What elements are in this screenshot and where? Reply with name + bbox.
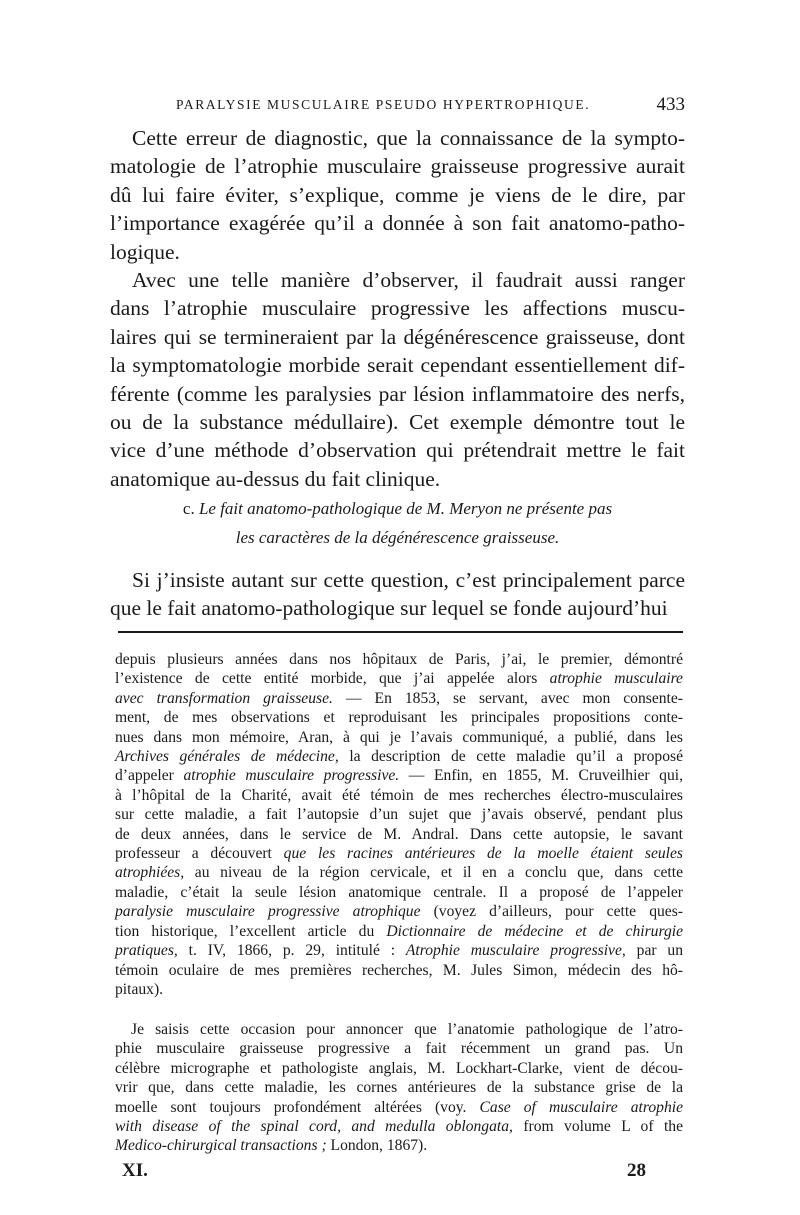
italic-text: avec transformation graisseuse. [115, 689, 333, 707]
footnote-line [115, 1117, 683, 1136]
paragraph-3 [110, 566, 685, 623]
footnote-rule [118, 631, 683, 633]
text-line: matologie de l’atrophie musculaire graisseuse progressive aurait [110, 154, 685, 179]
footnote-line [115, 844, 683, 863]
running-head [110, 94, 685, 118]
text: de deux années, dans le service de M. Andral. Dans cette autopsie, le savant [115, 825, 683, 843]
footnote-2 [115, 1020, 683, 1156]
text-line: Si j’insiste autant sur cette question, c’est principalement parce [132, 568, 685, 592]
footnote-line [115, 980, 683, 999]
footnote-line [115, 728, 683, 747]
text-line: anatomique au-dessus du fait clinique. [110, 466, 441, 491]
italic-text: Archives générales de médecine, [115, 748, 339, 766]
footnote-line [115, 805, 683, 824]
footnote-line [115, 669, 683, 688]
text-line: vice d’une méthode d’observation qui prétendrait mettre le fait [110, 438, 685, 463]
text-line: la symptomatologie morbide serait cependant essentiellement dif- [110, 353, 685, 378]
footnote-line [115, 1136, 683, 1155]
footnote-line [115, 747, 683, 766]
running-title: PARALYSIE MUSCULAIRE PSEUDO HYPERTROPHIQUE. [176, 97, 591, 112]
footnote-line [115, 883, 683, 902]
italic-text: Dictionnaire de médecine et de chirurgie [386, 922, 683, 940]
text: from volume L of the [512, 1118, 683, 1136]
text-line: ou de la substance médullaire). Cet exemple démontre tout le [110, 410, 685, 435]
footnote-line [115, 650, 683, 669]
footnote-line [115, 863, 683, 882]
signature-mark: XI. [122, 1160, 148, 1181]
footnote-line [115, 825, 683, 844]
text: depuis plusieurs années dans nos hôpitaux de Paris, j’ai, le premier, démontré [115, 651, 683, 668]
footnote-line [115, 689, 683, 708]
footnote-line [115, 766, 683, 785]
text-line: férente (comme les paralysies par lésion inflammatoire des nerfs, [110, 381, 685, 406]
text: — Enfin, en 1855, M. Cruveilhier qui, [399, 767, 683, 785]
footnote-line [115, 1020, 683, 1039]
footnote-line [115, 902, 683, 921]
footnote-1 [115, 650, 683, 999]
footnote-line [115, 941, 683, 960]
text-line: laires qui se termineraient par la dégénérescence graisseuse, dont [110, 324, 685, 349]
italic-text: Atrophie musculaire progressive, [405, 942, 626, 960]
footnote-line [115, 1078, 683, 1097]
section-heading-line-2: les caractères de la dégénérescence graisseuse. [235, 528, 560, 547]
section-heading-line-1: c. Le fait anatomo-pathologique de M. Meryon ne présente pas [182, 499, 613, 518]
italic-text: atrophiées, [115, 864, 185, 882]
italic-text: pratiques, [115, 942, 178, 960]
text: sur cette maladie, a fait l’autopsie d’un sujet que j’avais observé, pendant plus [115, 806, 683, 824]
footnote-line [115, 961, 683, 980]
text-line: dû lui faire éviter, s’explique, comme je viens de le dire, par [110, 182, 685, 207]
text: célèbre micrographe et pathologiste anglais, M. Lockhart-Clarke, vient de décou- [115, 1059, 683, 1077]
text-line: Avec une telle manière d’observer, il faudrait aussi ranger [132, 268, 685, 292]
text: ment, de mes observations et reproduisant les principales propositions conte- [115, 709, 683, 727]
text: moelle sont toujours profondément altérées (voy. [115, 1098, 480, 1116]
text-line: que le fait anatomo-pathologique sur lequel se fonde aujourd’hui [110, 596, 668, 621]
section-heading [110, 494, 685, 552]
text: la description de cette maladie qu’il a proposé [338, 748, 683, 766]
text: maladie, c’était la seule lésion anatomique centrale. Il a proposé de l’appeler [115, 883, 683, 901]
text: d’appeler [115, 767, 184, 785]
text: London, 1867). [326, 1137, 428, 1155]
text-line: logique. [110, 239, 180, 264]
text: phie musculaire graisseuse progressive a fait récemment un grand pas. Un [115, 1040, 683, 1058]
section-label: c. [182, 499, 195, 518]
italic-text: atrophie musculaire [549, 670, 683, 688]
text: nues dans mon mémoire, Aran, à qui je l’avais communiqué, a publié, dans les [115, 728, 683, 746]
text-line: l’importance exagérée qu’il a donnée à son fait anatomo-patho- [110, 211, 685, 236]
footnote-line [115, 708, 683, 727]
text: à l’hôpital de la Charité, avait été témoin de mes recherches électro-musculaires [115, 786, 683, 804]
text: pitaux). [115, 980, 164, 998]
italic-text: paralysie musculaire progressive atrophique [115, 903, 421, 921]
text: l’existence de cette entité morbide, que j’ai appelée alors [115, 670, 550, 688]
footnote-line [115, 1098, 683, 1117]
text: témoin oculaire de mes premières recherches, M. Jules Simon, médecin des hô- [115, 961, 683, 979]
italic-text: atrophie musculaire progressive. [183, 767, 400, 785]
footnote-line [115, 1059, 683, 1078]
footnote-line [115, 786, 683, 805]
italic-text: Case of musculaire atrophie [479, 1098, 683, 1116]
signature-number: 28 [627, 1160, 646, 1181]
text: au niveau de la région cervicale, et il en a conclu que, dans cette [184, 864, 683, 882]
footnote-line [115, 922, 683, 941]
italic-text: que les racines antérieures de la moelle étaient seules [283, 845, 683, 863]
text-line: dans l’atrophie musculaire progressive les affections muscu- [110, 296, 685, 321]
text: Je saisis cette occasion pour annoncer que l’anatomie pathologique de l’atro- [131, 1021, 683, 1038]
text: vrir que, dans cette maladie, les cornes antérieures de la substance grise de la [115, 1079, 683, 1097]
paragraph-1 [110, 124, 685, 266]
text-line: Cette erreur de diagnostic, que la connaissance de la sympto- [132, 126, 685, 150]
text: (voyez d’ailleurs, pour cette ques- [420, 903, 683, 921]
page-number: 433 [656, 94, 685, 115]
italic-text: Medico-chirurgical transactions ; [115, 1137, 327, 1155]
text: — En 1853, se servant, avec mon consente- [332, 689, 683, 707]
text: t. IV, 1866, p. 29, intitulé : [177, 942, 406, 960]
text: par un [625, 942, 683, 960]
text: professeur a découvert [115, 845, 284, 863]
italic-text: with disease of the spinal cord, and medulla oblongata, [115, 1118, 513, 1136]
footnote-line [115, 1039, 683, 1058]
paragraph-2 [110, 266, 685, 493]
text: tion historique, l’excellent article du [115, 922, 387, 940]
